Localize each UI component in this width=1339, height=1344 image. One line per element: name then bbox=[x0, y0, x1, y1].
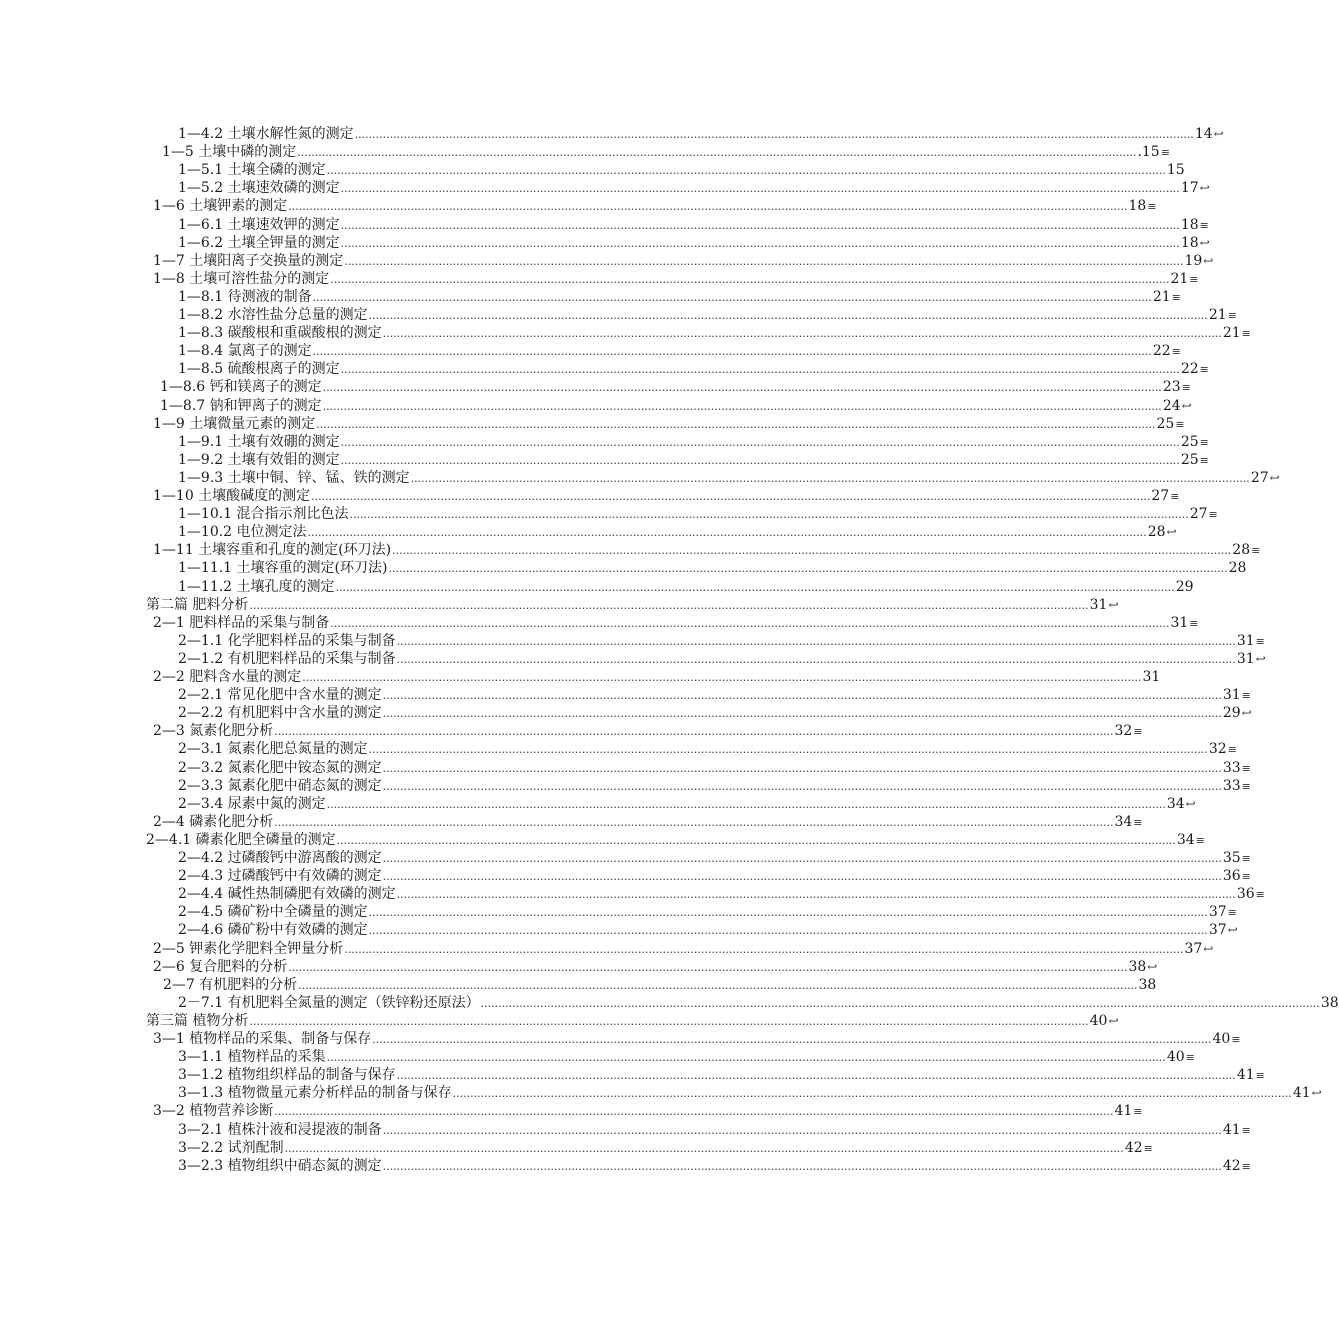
toc-entry[interactable] bbox=[178, 324, 1251, 342]
paragraph-return-icon: ↩ bbox=[1311, 1086, 1322, 1100]
toc-entry-title: 3—2.1 植株汁液和浸提液的制备 bbox=[178, 1122, 382, 1138]
toc-entry-title: 2—2 肥料含水量的测定 bbox=[153, 669, 302, 685]
toc-entry[interactable] bbox=[178, 777, 1251, 795]
line-break-icon: ≡ bbox=[1241, 852, 1251, 865]
toc-entry-title: 1—9.3 土壤中铜、锌、锰、铁的测定 bbox=[178, 470, 410, 486]
toc-entry[interactable] bbox=[153, 270, 1199, 288]
line-break-icon: ≡ bbox=[1199, 436, 1209, 449]
toc-entry-page-number: 22 bbox=[1180, 361, 1199, 377]
dot-leader: ................................................................................................................................................................................................................................................ bbox=[410, 472, 1250, 485]
toc-entry-page-number: 42 bbox=[1222, 1158, 1241, 1174]
toc-entry-page-number: 41 bbox=[1236, 1067, 1255, 1083]
dot-leader: ................................................................................................................................................................................................................................................ bbox=[302, 671, 1142, 684]
line-break-icon: ≡ bbox=[1241, 870, 1251, 883]
toc-entry-title: 2—3 氮素化肥分析 bbox=[153, 723, 274, 739]
toc-entry-title: 1—10 土壤酸碱度的测定 bbox=[153, 488, 311, 504]
line-break-icon: ≡ bbox=[1199, 219, 1209, 232]
dot-leader: ................................................................................................................................................................................................................................................ bbox=[382, 852, 1222, 865]
toc-entry-page-number: 28 bbox=[1228, 560, 1247, 576]
dot-leader: ................................................................................................................................................................................................................................................ bbox=[368, 309, 1208, 322]
toc-entry-page-number: 33 bbox=[1222, 778, 1241, 794]
toc-entry[interactable] bbox=[153, 415, 1185, 433]
dot-leader: ................................................................................................................................................................................................................................................ bbox=[344, 255, 1184, 268]
toc-entry-page-number: 25 bbox=[1180, 434, 1199, 450]
toc-entry-page-number: 37 bbox=[1184, 941, 1203, 957]
toc-entry-title: 1—4.2 土壤水解性氮的测定 bbox=[178, 126, 354, 142]
toc-entry-page-number: 38 bbox=[1128, 959, 1147, 975]
toc-entry-title: 1—9 土壤微量元素的测定 bbox=[153, 416, 316, 432]
toc-entry-title: 3—1.1 植物样品的采集 bbox=[178, 1049, 326, 1065]
paragraph-return-icon: ↩ bbox=[1147, 960, 1158, 974]
toc-entry-page-number: 27 bbox=[1189, 506, 1208, 522]
toc-entry[interactable] bbox=[146, 1012, 1119, 1030]
line-break-icon: ≡ bbox=[1133, 725, 1143, 738]
dot-leader: ................................................................................................................................................................................................................................................ bbox=[392, 544, 1232, 557]
paragraph-return-icon: ↩ bbox=[1108, 1014, 1119, 1028]
toc-entry[interactable] bbox=[153, 958, 1158, 976]
toc-entry-title: 1—8.1 待测液的制备 bbox=[178, 289, 312, 305]
dot-leader: ................................................................................................................................................................................................................................................ bbox=[274, 725, 1114, 738]
line-break-icon: ≡ bbox=[1255, 888, 1265, 901]
toc-entry[interactable] bbox=[178, 559, 1247, 577]
dot-leader: ................................................................................................................................................................................................................................................ bbox=[382, 707, 1222, 720]
dot-leader: ................................................................................................................................................................................................................................................ bbox=[349, 508, 1189, 521]
toc-entry[interactable] bbox=[178, 505, 1218, 523]
dot-leader: ................................................................................................................................................................................................................................................ bbox=[340, 219, 1180, 232]
toc-entry-title: 2—1.1 化学肥料样品的采集与制备 bbox=[178, 633, 396, 649]
toc-entry-page-number: 15 bbox=[1166, 162, 1185, 178]
toc-entry-title: 3—2.2 试剂配制 bbox=[178, 1140, 284, 1156]
toc-entry[interactable] bbox=[178, 1139, 1153, 1157]
line-break-icon: ≡ bbox=[1227, 906, 1237, 919]
toc-entry-page-number: 31 bbox=[1236, 651, 1255, 667]
toc-entry-page-number: 34 bbox=[1166, 796, 1185, 812]
toc-entry[interactable] bbox=[178, 740, 1237, 758]
toc-entry-page-number: 41 bbox=[1292, 1085, 1311, 1101]
line-break-icon: ≡ bbox=[1185, 1051, 1195, 1064]
toc-entry-title: 1—6 土壤钾素的测定 bbox=[153, 198, 288, 214]
paragraph-return-icon: ↩ bbox=[1166, 525, 1177, 539]
toc-entry-page-number: 31 bbox=[1222, 687, 1241, 703]
dot-leader: ................................................................................................................................................................................................................................................ bbox=[326, 798, 1166, 811]
toc-entry[interactable] bbox=[178, 216, 1209, 234]
dot-leader: ................................................................................................................................................................................................................................................ bbox=[340, 182, 1180, 195]
dot-leader: ................................................................................................................................................................................................................................................ bbox=[298, 979, 1138, 992]
line-break-icon: ≡ bbox=[1170, 490, 1180, 503]
toc-entry-page-number: 29 bbox=[1175, 579, 1194, 595]
line-break-icon: ≡ bbox=[1255, 1069, 1265, 1082]
paragraph-return-icon: ↩ bbox=[1255, 652, 1266, 666]
toc-entry-title: 2—3.1 氮素化肥总氮量的测定 bbox=[178, 741, 368, 757]
toc-entry-title: 1—7 土壤阳离子交换量的测定 bbox=[153, 253, 344, 269]
toc-entry-page-number: 18 bbox=[1180, 217, 1199, 233]
line-break-icon: ≡ bbox=[1227, 309, 1237, 322]
toc-entry[interactable] bbox=[178, 867, 1251, 885]
dot-leader: ................................................................................................................................................................................................................................................ bbox=[452, 1087, 1292, 1100]
line-break-icon: ≡ bbox=[1199, 363, 1209, 376]
toc-entry-title: 3—2 植物营养诊断 bbox=[153, 1103, 274, 1119]
toc-entry-title: 2—4.1 磷素化肥全磷量的测定 bbox=[146, 832, 336, 848]
toc-entry[interactable] bbox=[153, 197, 1157, 215]
dot-leader: ................................................................................................................................................................................................................................................ bbox=[330, 617, 1170, 630]
toc-entry-title: 第二篇 肥料分析 bbox=[146, 597, 249, 613]
line-break-icon: ≡ bbox=[1133, 1105, 1143, 1118]
toc-entry-title: 2—4.3 过磷酸钙中有效磷的测定 bbox=[178, 868, 382, 884]
dot-leader: ................................................................................................................................................................................................................................................ bbox=[274, 816, 1114, 829]
line-break-icon: ≡ bbox=[1241, 689, 1251, 702]
dot-leader: ................................................................................................................................................................................................................................................ bbox=[316, 418, 1156, 431]
toc-entry-page-number: 40 bbox=[1212, 1031, 1231, 1047]
toc-entry[interactable] bbox=[178, 1121, 1251, 1139]
toc-entry-title: 2—1 肥料样品的采集与制备 bbox=[153, 615, 330, 631]
toc-entry-title: 1—8.7 钠和钾离子的测定 bbox=[160, 398, 322, 414]
toc-entry[interactable] bbox=[178, 234, 1210, 252]
toc-entry[interactable] bbox=[153, 940, 1214, 958]
toc-entry-page-number: 33 bbox=[1222, 760, 1241, 776]
toc-entry-title: 2—3.2 氮素化肥中铵态氮的测定 bbox=[178, 760, 382, 776]
line-break-icon: ≡ bbox=[1171, 345, 1181, 358]
toc-entry-title: 1—8 土壤可溶性盐分的测定 bbox=[153, 271, 330, 287]
toc-entry-title: 2—4.5 磷矿粉中全磷量的测定 bbox=[178, 904, 368, 920]
dot-leader: ................................................................................................................................................................................................................................................ bbox=[480, 997, 1320, 1010]
dot-leader: ................................................................................................................................................................................................................................................ bbox=[249, 1015, 1089, 1028]
paragraph-return-icon: ↩ bbox=[1199, 181, 1210, 195]
toc-entry-title: 2—4.4 碱性热制磷肥有效磷的测定 bbox=[178, 886, 396, 902]
toc-entry-page-number: 14 bbox=[1194, 126, 1213, 142]
toc-entry-title: 2—3.3 氮素化肥中硝态氮的测定 bbox=[178, 778, 382, 794]
line-break-icon: ≡ bbox=[1241, 1160, 1251, 1173]
toc-entry[interactable] bbox=[178, 360, 1209, 378]
toc-entry[interactable] bbox=[178, 1048, 1195, 1066]
toc-entry-title: 3—1.3 植物微量元素分析样品的制备与保存 bbox=[178, 1085, 452, 1101]
toc-entry-page-number: 25 bbox=[1156, 416, 1175, 432]
dot-leader: ................................................................................................................................................................................................................................................ bbox=[396, 1069, 1236, 1082]
line-break-icon: ≡ bbox=[1189, 273, 1199, 286]
toc-entry[interactable] bbox=[160, 378, 1191, 396]
line-break-icon: ≡ bbox=[1195, 834, 1205, 847]
toc-entry-title: 第三篇 植物分析 bbox=[146, 1013, 249, 1029]
toc-entry-title: 1—5 土壤中磷的测定 bbox=[162, 144, 297, 160]
dot-leader: ................................................................................................................................................................................................................................................ bbox=[382, 689, 1222, 702]
dot-leader: ................................................................................................................................................................................................................................................ bbox=[396, 653, 1236, 666]
toc-entry-page-number: 29 bbox=[1222, 705, 1241, 721]
toc-entry-title: 1—11 土壤容重和孔度的测定(环刀法) bbox=[153, 542, 392, 558]
toc-entry[interactable] bbox=[178, 1084, 1322, 1102]
toc-entry-title: 1—11.2 土壤孔度的测定 bbox=[178, 579, 335, 595]
toc-entry[interactable] bbox=[153, 487, 1180, 505]
dot-leader: ................................................................................................................................................................................................................................................ bbox=[297, 146, 1137, 159]
toc-entry[interactable] bbox=[178, 632, 1265, 650]
toc-entry-page-number: 31 bbox=[1142, 669, 1161, 685]
dot-leader: ................................................................................................................................................................................................................................................ bbox=[335, 581, 1175, 594]
toc-entry[interactable] bbox=[153, 541, 1261, 559]
toc-entry[interactable] bbox=[162, 143, 1170, 161]
toc-entry[interactable] bbox=[153, 252, 1214, 270]
toc-entry-page-number: 21 bbox=[1222, 325, 1241, 341]
toc-entry-title: 2—6 复合肥料的分析 bbox=[153, 959, 288, 975]
toc-entry-page-number: 35 bbox=[1222, 850, 1241, 866]
toc-entry-page-number: 37 bbox=[1208, 904, 1227, 920]
toc-entry-page-number: 34 bbox=[1176, 832, 1195, 848]
toc-entry-page-number: 25 bbox=[1180, 452, 1199, 468]
toc-entry-page-number: 32 bbox=[1208, 741, 1227, 757]
toc-entry-page-number: 36 bbox=[1222, 868, 1241, 884]
paragraph-return-icon: ↩ bbox=[1108, 598, 1119, 612]
toc-entry-page-number: 27 bbox=[1151, 488, 1170, 504]
paragraph-return-icon: ↩ bbox=[1227, 923, 1238, 937]
toc-entry[interactable] bbox=[178, 849, 1251, 867]
paragraph-return-icon: ↩ bbox=[1203, 942, 1214, 956]
dot-leader: ................................................................................................................................................................................................................................................ bbox=[288, 200, 1128, 213]
toc-entry[interactable] bbox=[153, 722, 1143, 740]
toc-entry[interactable] bbox=[153, 1030, 1241, 1048]
toc-entry-page-number: 40 bbox=[1166, 1049, 1185, 1065]
toc-entry[interactable] bbox=[178, 125, 1224, 143]
dot-leader: ................................................................................................................................................................................................................................................ bbox=[382, 1160, 1222, 1173]
toc-entry-page-number: 38 bbox=[1138, 977, 1157, 993]
toc-entry-title: 1—8.6 钙和镁离子的测定 bbox=[160, 379, 322, 395]
line-break-icon: ≡ bbox=[1143, 1142, 1153, 1155]
toc-entry-page-number: 31 bbox=[1236, 633, 1255, 649]
dot-leader: ................................................................................................................................................................................................................................................ bbox=[274, 1105, 1114, 1118]
line-break-icon: ≡ bbox=[1208, 508, 1218, 521]
toc-entry[interactable] bbox=[178, 288, 1181, 306]
dot-leader: ................................................................................................................................................................................................................................................ bbox=[284, 1142, 1124, 1155]
toc-entry-page-number: 28 bbox=[1232, 542, 1251, 558]
line-break-icon: ≡ bbox=[1147, 200, 1157, 213]
dot-leader: ................................................................................................................................................................................................................................................ bbox=[330, 273, 1170, 286]
toc-entry-title: 2—5 钾素化学肥料全钾量分析 bbox=[153, 941, 344, 957]
toc-entry-title: 3—1 植物样品的采集、制备与保存 bbox=[153, 1031, 372, 1047]
toc-entry-title: 3—1.2 植物组织样品的制备与保存 bbox=[178, 1067, 396, 1083]
toc-entry-title: 3—2.3 植物组织中硝态氮的测定 bbox=[178, 1158, 382, 1174]
toc-entry[interactable] bbox=[146, 596, 1119, 614]
dot-leader: ................................................................................................................................................................................................................................................ bbox=[382, 780, 1222, 793]
toc-entry[interactable] bbox=[178, 179, 1210, 197]
toc-entry-page-number: 17 bbox=[1180, 180, 1199, 196]
line-break-icon: ≡ bbox=[1199, 454, 1209, 467]
toc-entry[interactable] bbox=[178, 903, 1237, 921]
toc-entry[interactable] bbox=[178, 921, 1238, 939]
dot-leader: ................................................................................................................................................................................................................................................ bbox=[382, 327, 1222, 340]
toc-entry[interactable] bbox=[153, 813, 1143, 831]
toc-entry-page-number: 38 bbox=[1320, 995, 1339, 1011]
toc-entry-title: 2—2.1 常见化肥中含水量的测定 bbox=[178, 687, 382, 703]
paragraph-return-icon: ↩ bbox=[1241, 706, 1252, 720]
dot-leader: ................................................................................................................................................................................................................................................ bbox=[312, 345, 1152, 358]
dot-leader: ................................................................................................................................................................................................................................................ bbox=[340, 237, 1180, 250]
toc-entry[interactable] bbox=[178, 885, 1265, 903]
toc-entry-page-number: 27 bbox=[1250, 470, 1269, 486]
toc-entry-title: 1—5.2 土壤速效磷的测定 bbox=[178, 180, 340, 196]
line-break-icon: ≡ bbox=[1181, 381, 1191, 394]
toc-entry-page-number: 22 bbox=[1152, 343, 1171, 359]
dot-leader: ................................................................................................................................................................................................................................................ bbox=[340, 436, 1180, 449]
dot-leader: ................................................................................................................................................................................................................................................ bbox=[336, 834, 1176, 847]
paragraph-return-icon: ↩ bbox=[1185, 797, 1196, 811]
dot-leader: ................................................................................................................................................................................................................................................ bbox=[311, 490, 1151, 503]
dot-leader: ................................................................................................................................................................................................................................................ bbox=[340, 454, 1180, 467]
toc-entry-title: 1—5.1 土壤全磷的测定 bbox=[178, 162, 326, 178]
toc-entry[interactable] bbox=[178, 161, 1185, 179]
toc-entry-page-number: 21 bbox=[1208, 307, 1227, 323]
line-break-icon: ≡ bbox=[1251, 544, 1261, 557]
toc-entry[interactable] bbox=[178, 469, 1280, 487]
toc-entry[interactable] bbox=[178, 342, 1181, 360]
toc-entry[interactable] bbox=[153, 614, 1199, 632]
dot-leader: ................................................................................................................................................................................................................................................ bbox=[312, 291, 1152, 304]
dot-leader: ................................................................................................................................................................................................................................................ bbox=[382, 870, 1222, 883]
toc-entry-title: 1—11.1 土壤容重的测定(环刀法) bbox=[178, 560, 388, 576]
toc-entry-page-number: 36 bbox=[1236, 886, 1255, 902]
toc-entry[interactable] bbox=[178, 523, 1177, 541]
toc-entry[interactable] bbox=[178, 650, 1266, 668]
toc-entry-page-number: 40 bbox=[1089, 1013, 1108, 1029]
toc-entry-title: 2—4.6 磷矿粉中有效磷的测定 bbox=[178, 922, 368, 938]
dot-leader: ................................................................................................................................................................................................................................................ bbox=[322, 400, 1162, 413]
dot-leader: ................................................................................................................................................................................................................................................ bbox=[382, 762, 1222, 775]
dot-leader: ................................................................................................................................................................................................................................................ bbox=[396, 635, 1236, 648]
line-break-icon: ≡ bbox=[1189, 617, 1199, 630]
toc-entry-title: 1—9.2 土壤有效钼的测定 bbox=[178, 452, 340, 468]
line-break-icon: ≡ bbox=[1241, 327, 1251, 340]
toc-entry[interactable] bbox=[178, 795, 1196, 813]
line-break-icon: ≡ bbox=[1227, 743, 1237, 756]
toc-entry[interactable] bbox=[178, 686, 1251, 704]
dot-leader: ................................................................................................................................................................................................................................................ bbox=[368, 906, 1208, 919]
toc-entry[interactable] bbox=[178, 994, 1339, 1012]
toc-entry-title: 1—8.3 碳酸根和重碳酸根的测定 bbox=[178, 325, 382, 341]
toc-entry-page-number: 31 bbox=[1170, 615, 1189, 631]
paragraph-return-icon: ↩ bbox=[1181, 399, 1192, 413]
paragraph-return-icon: ↩ bbox=[1199, 236, 1210, 250]
toc-entry[interactable] bbox=[178, 759, 1251, 777]
toc-entry-title: 2—4 磷素化肥分析 bbox=[153, 814, 274, 830]
toc-entry[interactable] bbox=[146, 831, 1205, 849]
paragraph-return-icon: ↩ bbox=[1203, 254, 1214, 268]
toc-entry[interactable] bbox=[163, 976, 1157, 994]
toc-entry-page-number: 32 bbox=[1114, 723, 1133, 739]
toc-entry-title: 2—7 有机肥料的分析 bbox=[163, 977, 298, 993]
toc-entry[interactable] bbox=[178, 704, 1252, 722]
toc-entry-page-number: 18 bbox=[1180, 235, 1199, 251]
line-break-icon: ≡ bbox=[1133, 816, 1143, 829]
dot-leader: ................................................................................................................................................................................................................................................ bbox=[372, 1033, 1212, 1046]
toc-entry-title: 1—9.1 土壤有效硼的测定 bbox=[178, 434, 340, 450]
toc-entry-title: 1—6.2 土壤全钾量的测定 bbox=[178, 235, 340, 251]
dot-leader: ................................................................................................................................................................................................................................................ bbox=[344, 943, 1184, 956]
dot-leader: ................................................................................................................................................................................................................................................ bbox=[340, 363, 1180, 376]
toc-entry-page-number: 41 bbox=[1222, 1122, 1241, 1138]
toc-entry-title: 1—8.2 水溶性盐分总量的测定 bbox=[178, 307, 368, 323]
toc-entry[interactable] bbox=[178, 578, 1194, 596]
line-break-icon: ≡ bbox=[1231, 1033, 1241, 1046]
paragraph-return-icon: ↩ bbox=[1213, 127, 1224, 141]
dot-leader: ................................................................................................................................................................................................................................................ bbox=[249, 599, 1089, 612]
toc-entry-page-number: 18 bbox=[1128, 198, 1147, 214]
line-break-icon: ≡ bbox=[1241, 780, 1251, 793]
toc-entry-page-number: 23 bbox=[1162, 379, 1181, 395]
toc-entry-page-number: 31 bbox=[1089, 597, 1108, 613]
line-break-icon: ≡ bbox=[1175, 418, 1185, 431]
dot-leader: ................................................................................................................................................................................................................................................ bbox=[388, 562, 1228, 575]
toc-entry[interactable] bbox=[178, 1157, 1251, 1175]
toc-entry-title: 2—4.2 过磷酸钙中游离酸的测定 bbox=[178, 850, 382, 866]
toc-entry[interactable] bbox=[178, 451, 1209, 469]
line-break-icon: ≡ bbox=[1241, 1124, 1251, 1137]
toc-entry-page-number: .15 bbox=[1137, 144, 1160, 160]
toc-entry[interactable] bbox=[178, 306, 1237, 324]
dot-leader: ................................................................................................................................................................................................................................................ bbox=[396, 888, 1236, 901]
toc-entry-page-number: 42 bbox=[1124, 1140, 1143, 1156]
line-break-icon: ≡ bbox=[1255, 635, 1265, 648]
dot-leader: ................................................................................................................................................................................................................................................ bbox=[368, 743, 1208, 756]
toc-entry-page-number: 34 bbox=[1114, 814, 1133, 830]
toc-entry[interactable] bbox=[153, 668, 1161, 686]
toc-entry-page-number: 24 bbox=[1162, 398, 1181, 414]
line-break-icon: ≡ bbox=[1241, 762, 1251, 775]
toc-entry-page-number: 21 bbox=[1152, 289, 1171, 305]
toc-entry[interactable] bbox=[153, 1102, 1143, 1120]
toc-entry-page-number: 41 bbox=[1114, 1103, 1133, 1119]
dot-leader: ................................................................................................................................................................................................................................................ bbox=[326, 164, 1166, 177]
paragraph-return-icon: ↩ bbox=[1269, 471, 1280, 485]
toc-entry-page-number: 19 bbox=[1184, 253, 1203, 269]
toc-entry-page-number: 28 bbox=[1147, 524, 1166, 540]
toc-entry-title: 1—8.4 氯离子的测定 bbox=[178, 343, 312, 359]
line-break-icon: ≡ bbox=[1160, 146, 1170, 159]
toc-entry-title: 1—10.1 混合指示剂比色法 bbox=[178, 506, 349, 522]
toc-entry-page-number: 37 bbox=[1208, 922, 1227, 938]
toc-entry-title: 2—2.2 有机肥料中含水量的测定 bbox=[178, 705, 382, 721]
line-break-icon: ≡ bbox=[1171, 291, 1181, 304]
toc-entry[interactable] bbox=[160, 397, 1192, 415]
toc-entry-page-number: 21 bbox=[1170, 271, 1189, 287]
toc-entry[interactable] bbox=[178, 1066, 1265, 1084]
toc-entry-title: 2—1.2 有机肥料样品的采集与制备 bbox=[178, 651, 396, 667]
dot-leader: ................................................................................................................................................................................................................................................ bbox=[322, 381, 1162, 394]
dot-leader: ................................................................................................................................................................................................................................................ bbox=[288, 961, 1128, 974]
toc-entry-title: 1—8.5 硫酸根离子的测定 bbox=[178, 361, 340, 377]
toc-entry-title: 2－7.1 有机肥料全氮量的测定（铁锌粉还原法） bbox=[178, 995, 480, 1011]
dot-leader: ................................................................................................................................................................................................................................................ bbox=[326, 1051, 1166, 1064]
toc-entry-title: 1—6.1 土壤速效钾的测定 bbox=[178, 217, 340, 233]
toc-entry-title: 2—3.4 尿素中氮的测定 bbox=[178, 796, 326, 812]
dot-leader: ................................................................................................................................................................................................................................................ bbox=[354, 128, 1194, 141]
dot-leader: ................................................................................................................................................................................................................................................ bbox=[368, 924, 1208, 937]
dot-leader: ................................................................................................................................................................................................................................................ bbox=[382, 1124, 1222, 1137]
toc-entry[interactable] bbox=[178, 433, 1209, 451]
dot-leader: ................................................................................................................................................................................................................................................ bbox=[307, 526, 1147, 539]
toc-entry-title: 1—10.2 电位测定法 bbox=[178, 524, 307, 540]
